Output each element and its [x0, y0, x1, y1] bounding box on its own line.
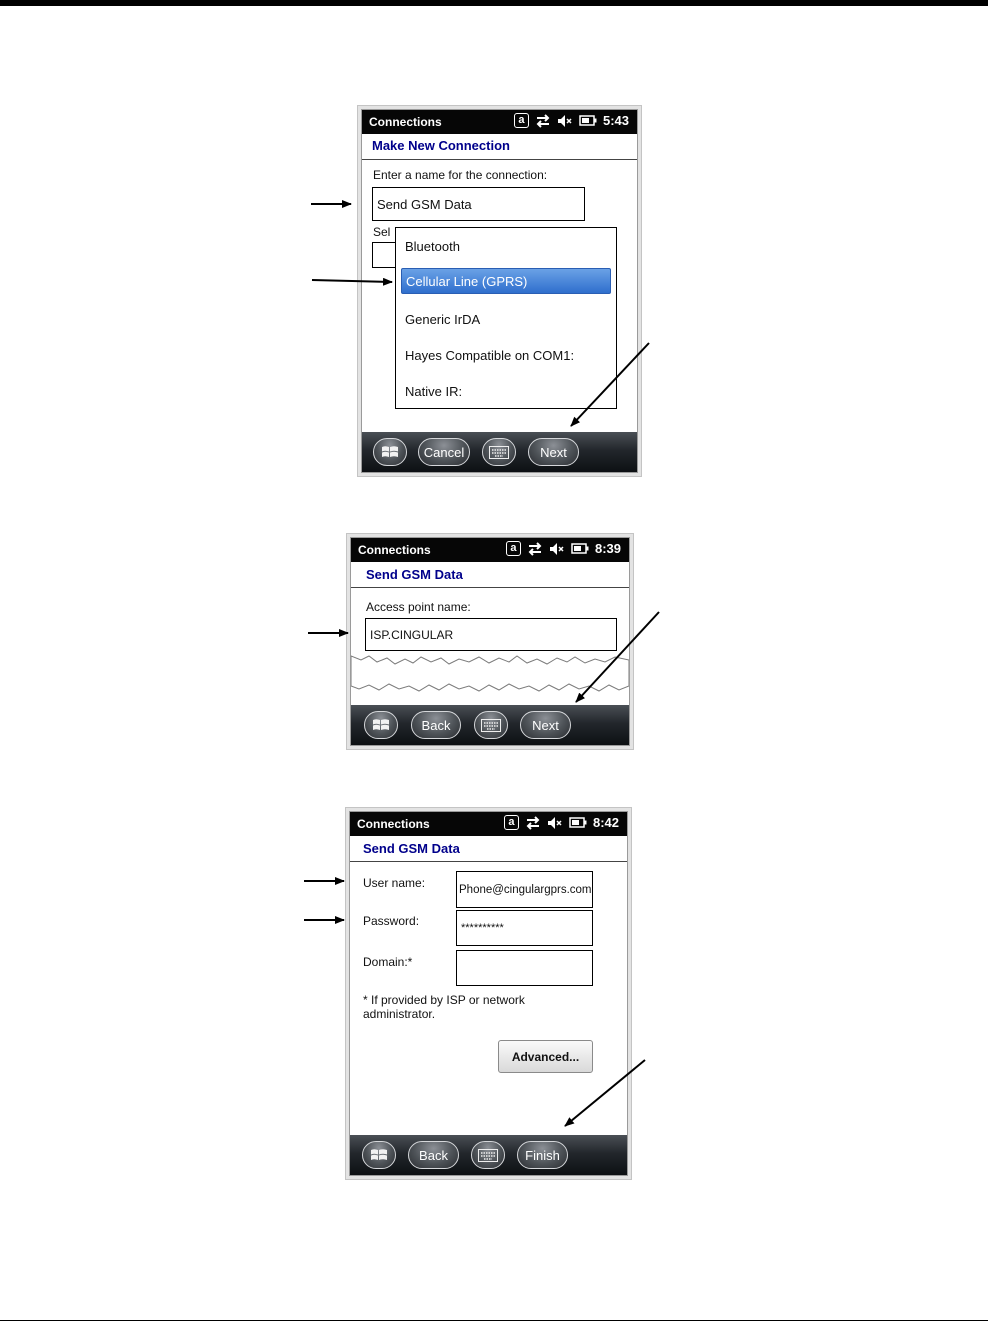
password-label: Password:: [363, 914, 420, 928]
status-time: 8:39: [594, 541, 621, 556]
modem-option-native-ir[interactable]: Native IR:: [405, 383, 463, 399]
screen-header: Make New Connection: [372, 138, 510, 153]
status-title: Connections: [369, 115, 442, 129]
keyboard-a-icon: a: [514, 113, 529, 128]
cancel-button[interactable]: Cancel: [418, 438, 470, 466]
modem-option-cellular-gprs[interactable]: Cellular Line (GPRS): [401, 268, 611, 294]
isp-note: * If provided by ISP or network administrator.: [363, 993, 525, 1021]
keyboard-a-icon: a: [506, 541, 521, 556]
screen-header: Send GSM Data: [366, 567, 463, 582]
connection-name-input[interactable]: Send GSM Data: [372, 187, 585, 221]
password-input[interactable]: **********: [456, 910, 593, 946]
screen-header: Send GSM Data: [363, 841, 460, 856]
user-name-input[interactable]: Phone@cingulargprs.com: [456, 871, 593, 908]
access-point-input[interactable]: ISP.CINGULAR: [365, 618, 617, 651]
keyboard-a-icon: a: [504, 815, 519, 830]
user-name-label: User name:: [363, 876, 426, 890]
arrow-to-next-button-1: [571, 343, 649, 426]
page-bottom-rule: [0, 1320, 988, 1321]
finish-button[interactable]: Finish: [517, 1141, 568, 1169]
connection-name-label: Enter a name for the connection:: [373, 168, 548, 182]
status-time: 8:42: [592, 815, 619, 830]
access-point-label: Access point name:: [366, 600, 471, 614]
modem-option-bluetooth[interactable]: Bluetooth: [405, 238, 460, 254]
advanced-button[interactable]: Advanced...: [498, 1040, 593, 1073]
back-button[interactable]: Back: [411, 711, 461, 739]
arrow-to-finish-button: [565, 1060, 645, 1126]
modem-label: Sel: [373, 225, 391, 239]
arrow-to-next-button-2: [576, 612, 659, 702]
arrow-to-cellular-option: [312, 280, 392, 282]
modem-option-generic-irda[interactable]: Generic IrDA: [405, 311, 481, 327]
next-button[interactable]: Next: [528, 438, 579, 466]
next-button[interactable]: Next: [520, 711, 571, 739]
back-button[interactable]: Back: [408, 1141, 459, 1169]
status-title: Connections: [357, 817, 430, 831]
status-title: Connections: [358, 543, 431, 557]
domain-label: Domain:*: [363, 955, 413, 969]
status-time: 5:43: [602, 113, 629, 128]
modem-option-hayes-com1[interactable]: Hayes Compatible on COM1:: [405, 347, 575, 363]
